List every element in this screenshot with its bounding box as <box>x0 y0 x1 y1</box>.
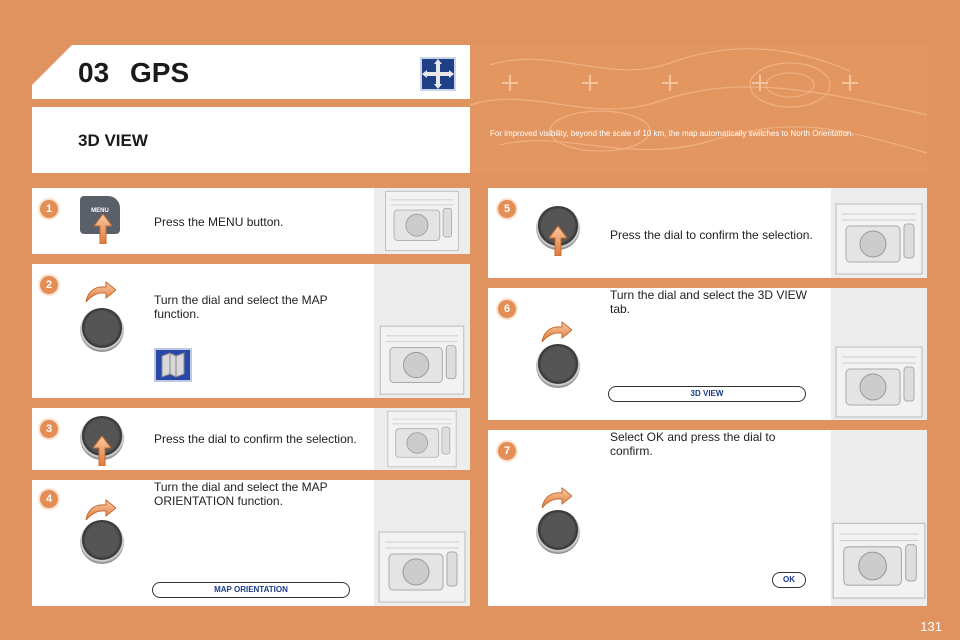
console-illustration <box>374 264 470 398</box>
press-arrow-icon <box>94 214 112 244</box>
ok-pill: OK <box>772 572 806 588</box>
press-arrow-icon <box>549 226 567 256</box>
turn-arrow-icon <box>84 280 116 302</box>
dial-icon <box>536 510 580 554</box>
step-1-text: Press the MENU button. <box>154 215 284 229</box>
section-title: 3D VIEW <box>78 131 148 150</box>
3d-view-pill: 3D VIEW <box>608 386 806 402</box>
dial-icon <box>80 520 124 564</box>
gps-crossroads-icon <box>420 57 456 91</box>
step-5-panel <box>488 188 927 278</box>
step-4-text: Turn the dial and select the MAP ORIENTATION function. <box>154 480 328 508</box>
chapter-number: 03 <box>78 57 110 88</box>
note-text: For improved visibility, beyond the scale of 10 km, the map automatically switches to North Orientation. <box>490 129 854 138</box>
console-illustration <box>831 188 927 278</box>
press-arrow-icon <box>93 436 111 466</box>
step-6-badge: 6 <box>496 298 518 320</box>
dial-icon <box>536 344 580 388</box>
step-5-text: Press the dial to confirm the selection. <box>610 228 813 242</box>
console-illustration <box>831 430 927 606</box>
step-1-panel <box>32 188 470 254</box>
step-7-panel <box>488 430 927 606</box>
console-illustration <box>831 288 927 420</box>
step-5-badge: 5 <box>496 198 518 220</box>
step-7-text: Select OK and press the dial to confirm. <box>610 430 776 458</box>
console-illustration <box>374 408 470 470</box>
step-2-badge: 2 <box>38 274 60 296</box>
step-3-panel <box>32 408 470 470</box>
step-2-text: Turn the dial and select the MAP function. <box>154 293 328 321</box>
step-7-badge: 7 <box>496 440 518 462</box>
step-6-text: Turn the dial and select the 3D VIEW tab. <box>610 288 807 316</box>
step-3-badge: 3 <box>38 418 60 440</box>
turn-arrow-icon <box>84 498 116 520</box>
step-3-text: Press the dial to confirm the selection. <box>154 432 357 446</box>
step-1-badge: 1 <box>38 198 60 220</box>
topographic-map-banner <box>470 45 927 173</box>
step-4-badge: 4 <box>38 488 60 510</box>
page-number: 131 <box>920 619 942 634</box>
map-orientation-pill: MAP ORIENTATION <box>152 582 350 598</box>
chapter-title: GPS <box>130 57 190 88</box>
turn-arrow-icon <box>540 486 572 508</box>
console-illustration <box>374 188 470 254</box>
step-4-panel <box>32 480 470 606</box>
turn-arrow-icon <box>540 320 572 342</box>
map-function-icon <box>154 348 192 382</box>
console-illustration <box>374 480 470 606</box>
header <box>32 45 927 173</box>
step-6-panel <box>488 288 927 420</box>
menu-key-icon: MENU <box>80 196 120 234</box>
dial-icon <box>80 308 124 352</box>
step-2-panel <box>32 264 470 398</box>
